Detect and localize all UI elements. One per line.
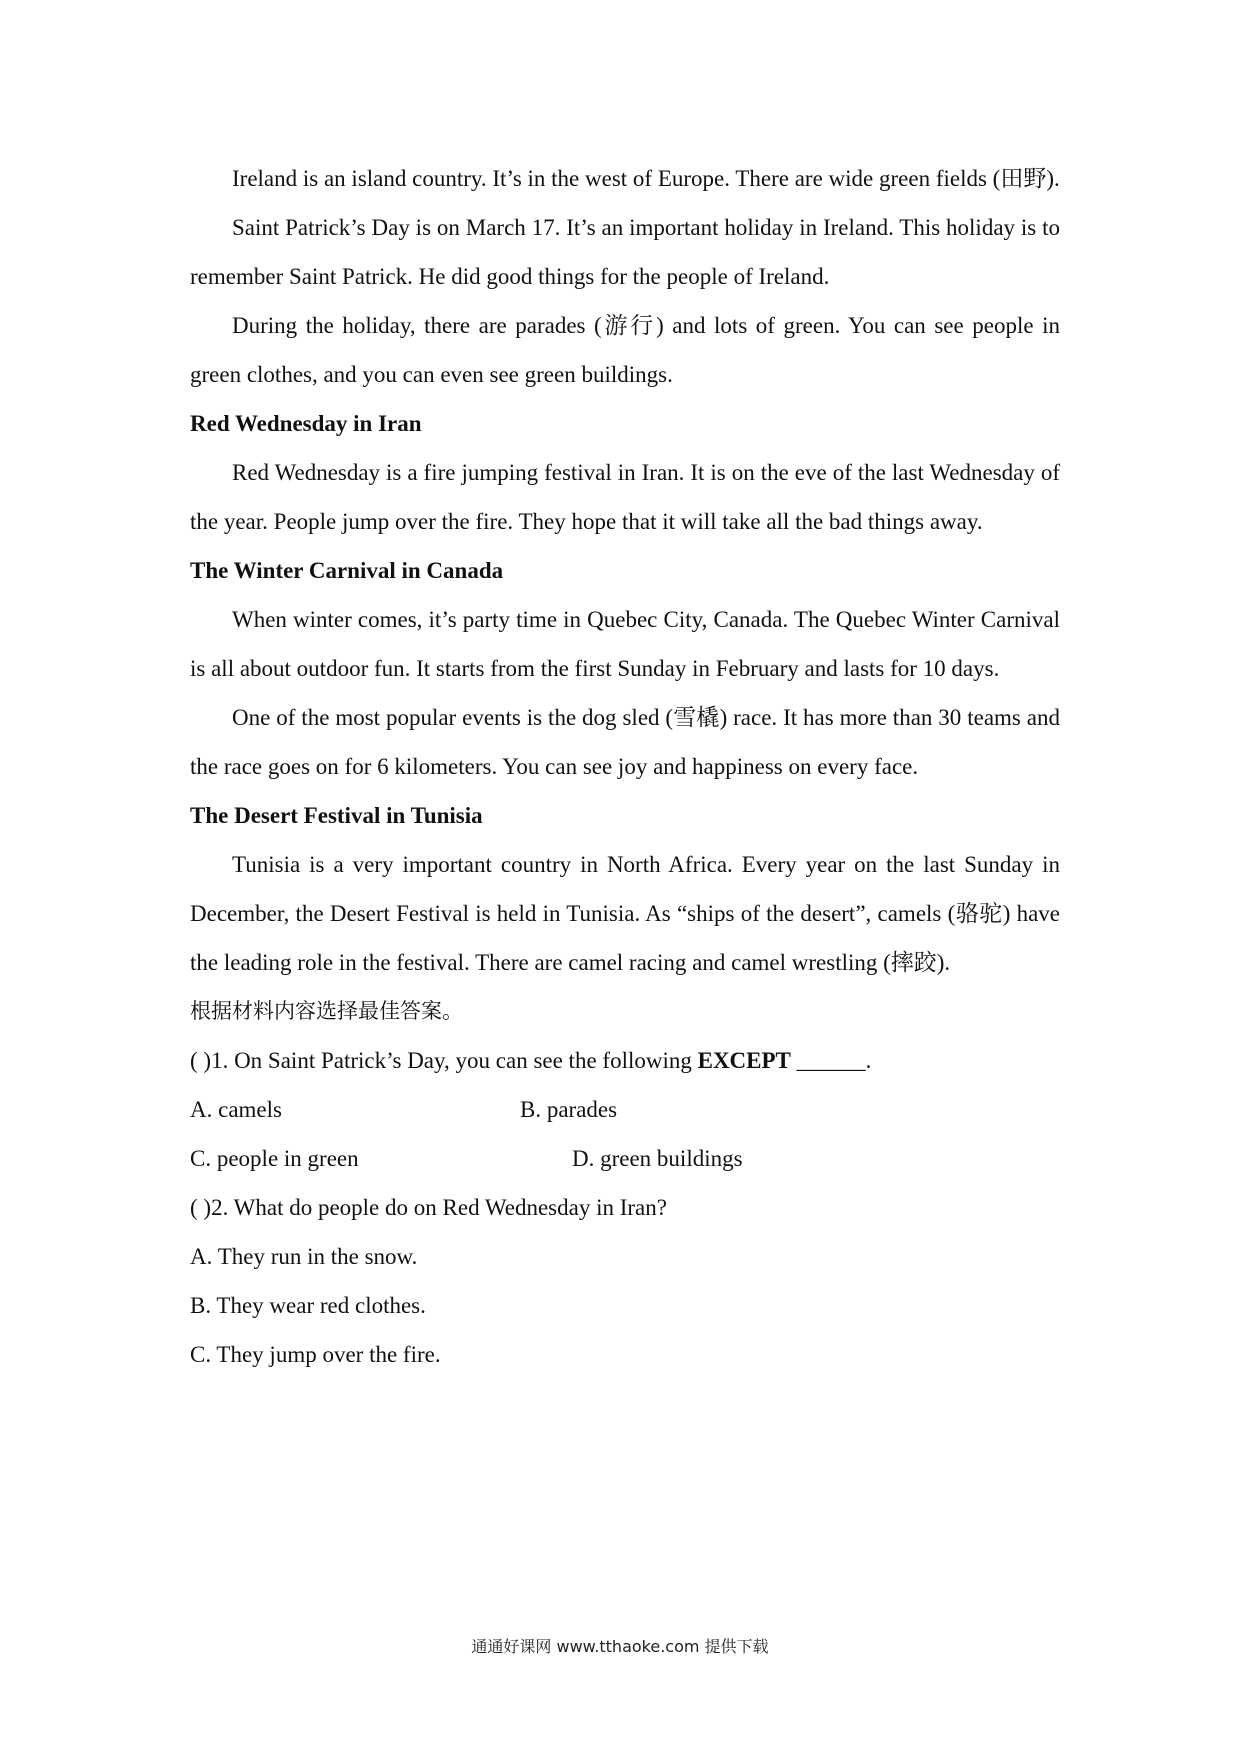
option-c: C. They jump over the fire. — [190, 1342, 441, 1367]
question-2: ( )2. What do people do on Red Wednesday in Iran? — [190, 1195, 667, 1220]
option-b: B. They wear red clothes. — [190, 1293, 426, 1318]
options-row — [190, 1134, 1060, 1183]
section-heading: The Desert Festival in Tunisia — [190, 803, 483, 828]
question-text: ( )1. On Saint Patrick’s Day, you can see the following — [190, 1048, 698, 1073]
paragraph: Saint Patrick’s Day is on March 17. It’s an important holiday in Ireland. This holiday is to remember Saint Patrick. He did good things for the people of Ireland. — [190, 215, 1060, 289]
option-c: C. people in green — [190, 1146, 359, 1171]
paragraph: Red Wednesday is a fire jumping festival in Iran. It is on the eve of the last Wednesday of the year. People jump over the fire. They hope that it will take all the bad things away. — [190, 460, 1060, 534]
option-b: B. parades — [520, 1097, 618, 1122]
question-1 — [190, 1036, 1060, 1085]
paragraph: Tunisia is a very important country in North Africa. Every year on the last Sunday in December, the Desert Festival is held in Tunisia. As “ships of the desert”, camels (骆驼) have the leading role in the festival. There are camel racing and camel wrestling (摔跤). — [190, 852, 1060, 975]
option-a: A. camels — [190, 1097, 282, 1122]
question-emphasis: EXCEPT — [697, 1048, 791, 1073]
paragraph: One of the most popular events is the dog sled (雪橇) race. It has more than 30 teams and the race goes on for 6 kilometers. You can see joy and happiness on every face. — [190, 705, 1060, 779]
paragraph: During the holiday, there are parades (游行) and lots of green. You can see people in green clothes, and you can even see green buildings. — [190, 313, 1060, 387]
question-blank: ______. — [790, 1048, 872, 1073]
options-row — [190, 1085, 1060, 1134]
document-body — [190, 154, 1060, 1379]
page-footer: 通通好课网 www.tthaoke.com 提供下载 — [471, 1637, 769, 1656]
paragraph: When winter comes, it’s party time in Quebec City, Canada. The Quebec Winter Carnival is all about outdoor fun. It starts from the first Sunday in February and lasts for 10 days. — [190, 607, 1060, 681]
instruction: 根据材料内容选择最佳答案。 — [190, 999, 463, 1023]
option-d: D. green buildings — [572, 1146, 743, 1171]
paragraph: Ireland is an island country. It’s in the west of Europe. There are wide green fields (田野). — [232, 166, 1060, 191]
section-heading: The Winter Carnival in Canada — [190, 558, 504, 583]
section-heading: Red Wednesday in Iran — [190, 411, 422, 436]
option-a: A. They run in the snow. — [190, 1244, 418, 1269]
